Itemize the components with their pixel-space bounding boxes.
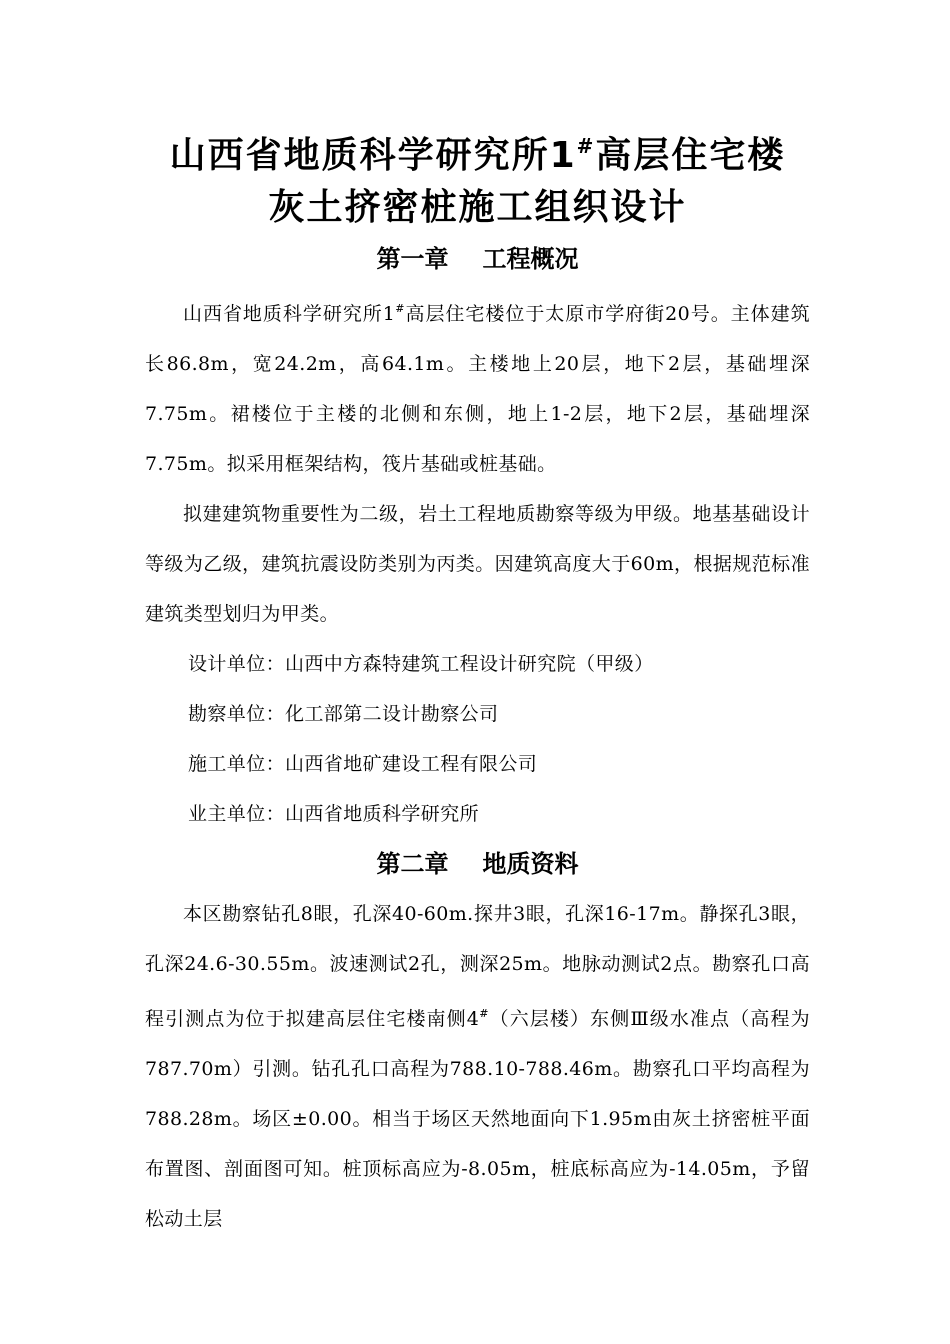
ch2-p1-part1: 本区勘察钻孔8眼，孔深40-60m.探井3眼，孔深16-17m。静探孔3眼，孔深24.6-30.55m。波速测试2孔，测深25m。地脉动测试2点。勘察孔口高程引测点为位于拟建高层住宅楼南侧4: [145, 903, 810, 1030]
ch2-p1-part2: （六层楼）东侧Ⅲ级水准点（高程为787.70m）引测。钻孔孔口高程为788.10-788.46m。勘察孔口平均高程为788.28m。场区±0.00。相当于场区天然地面向下1.95m由灰土挤密桩平面布置图、剖面图可知。桩顶标高应为-8.05m，桩底标高应为-14.05m，予留松动土层: [145, 1008, 810, 1230]
title-line1-part1: 山西省地质科学研究所1: [169, 135, 577, 176]
owner-unit: 业主单位：山西省地质科学研究所: [188, 803, 480, 825]
document-title: [145, 120, 810, 234]
chapter-1-heading: [145, 242, 810, 276]
chapter-1-paragraph-2: 拟建建筑物重要性为二级，岩土工程地质勘察等级为甲级。地基基础设计等级为乙级，建筑抗震设防类别为丙类。因建筑高度大于60m，根据规范标准建筑类型划归为甲类。: [145, 503, 810, 625]
ch1-p1-part2: 高层住宅楼位于太原市学府街20号。主体建筑长86.8m，宽24.2m，高64.1m。主楼地上20层，地下2层，基础埋深7.75m。裙楼位于主楼的北侧和东侧，地上1-2层，地下2层，基础埋深7.75m。拟采用框架结构，筏片基础或桩基础。: [145, 303, 810, 475]
chapter-1-paragraph-1: [145, 284, 810, 489]
ch2-p1-superscript: #: [479, 1007, 489, 1020]
survey-unit: 勘察单位：化工部第二设计勘察公司: [188, 703, 499, 725]
chapter-1-number: 第一章: [376, 245, 449, 273]
title-line2: 灰土挤密桩施工组织设计: [268, 187, 687, 228]
chapter-2-heading: [145, 847, 810, 881]
chapter-2-name: 地质资料: [482, 850, 579, 878]
chapter-1-name: 工程概况: [482, 245, 579, 273]
ch1-p1-superscript: #: [395, 302, 405, 315]
chapter-2-number: 第二章: [376, 850, 449, 878]
document-page: [145, 120, 810, 1244]
title-superscript: #: [576, 134, 596, 158]
title-line1-part2: 高层住宅楼: [595, 135, 786, 176]
construction-unit: 施工单位：山西省地矿建设工程有限公司: [188, 753, 538, 775]
chapter-2-paragraph-1: [145, 889, 810, 1244]
design-unit: 设计单位：山西中方森特建筑工程设计研究院（甲级）: [188, 653, 654, 675]
ch1-p1-part1: 山西省地质科学研究所1: [183, 303, 396, 325]
